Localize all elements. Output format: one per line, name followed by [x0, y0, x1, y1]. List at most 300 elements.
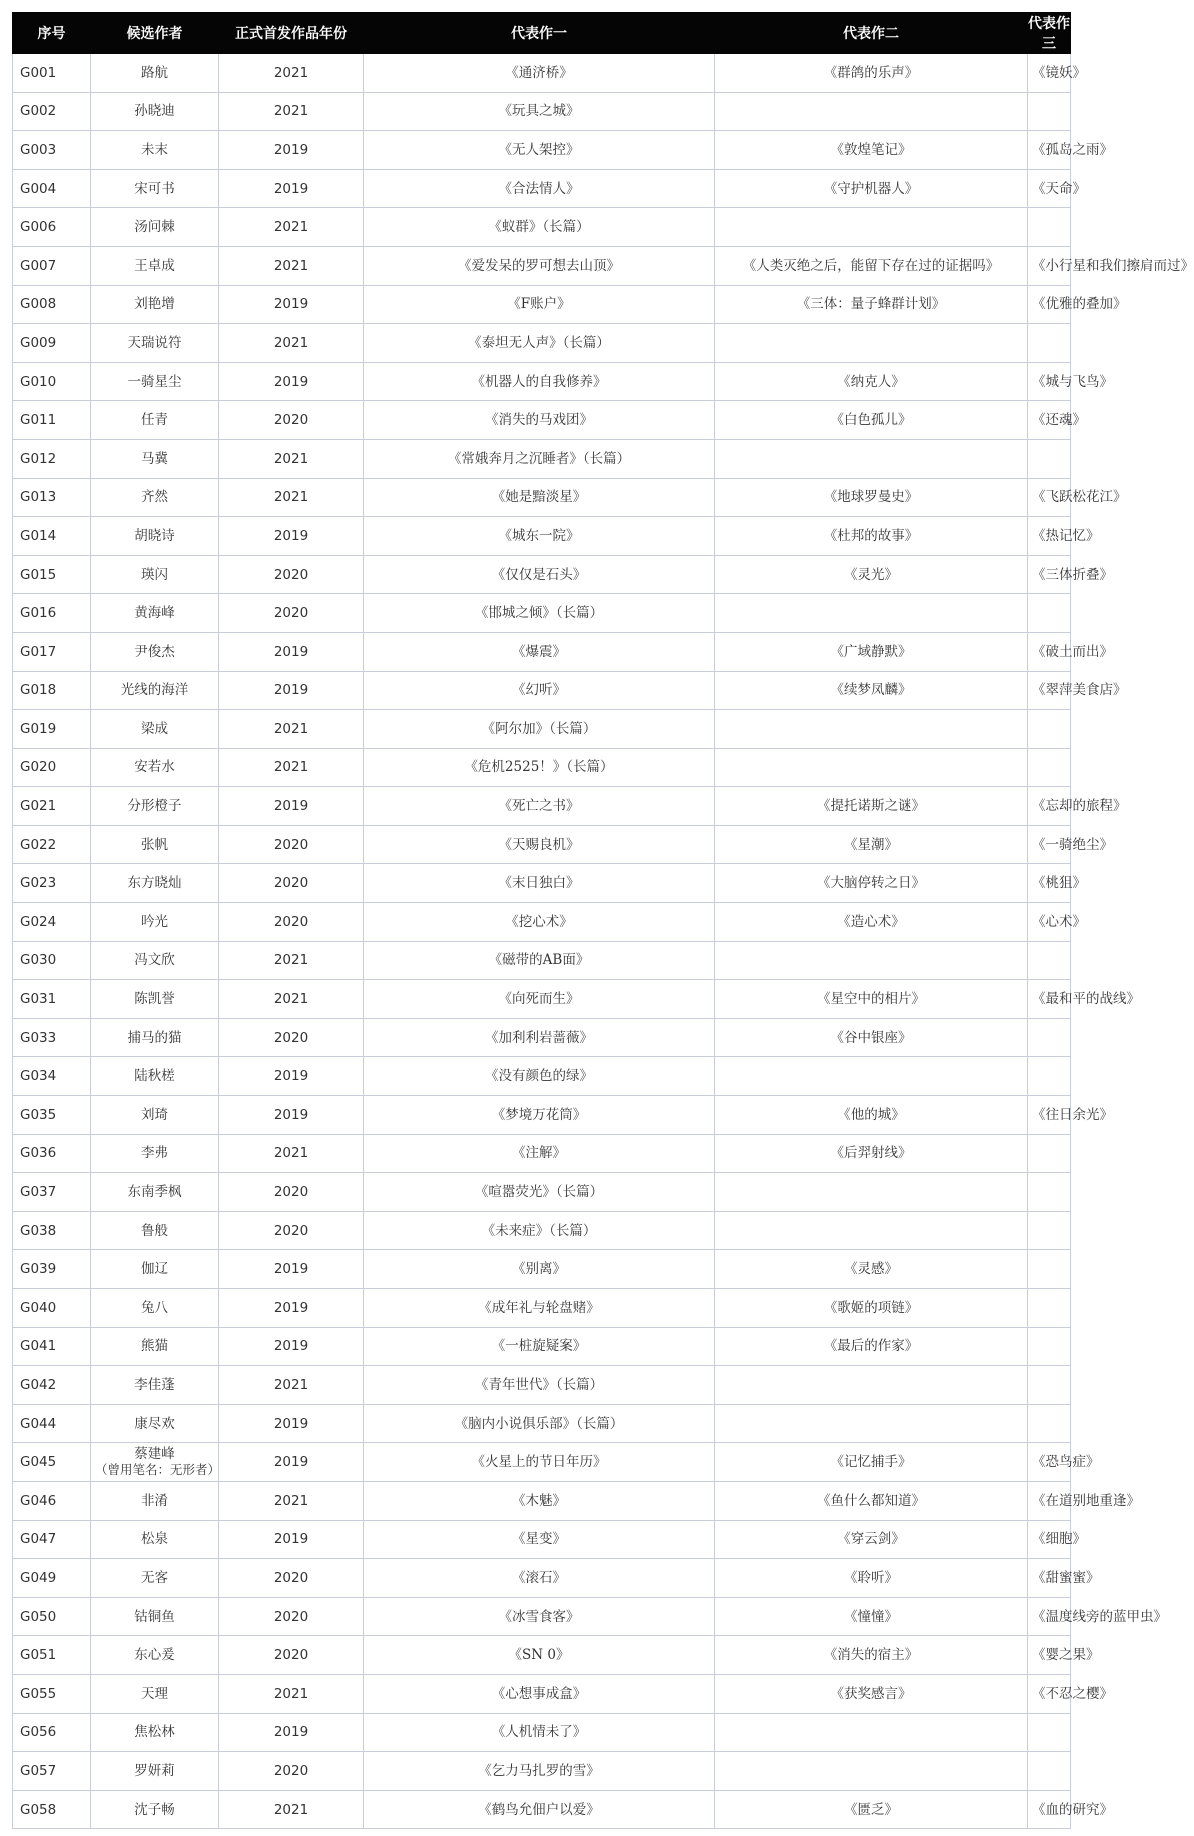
- id-cell: G050: [13, 1597, 91, 1636]
- candidate-authors-table: [12, 12, 1194, 1829]
- work1-cell: 《通济桥》: [364, 54, 715, 93]
- id-cell: G012: [13, 439, 91, 478]
- table-row: [13, 362, 1071, 401]
- year-cell: 2019: [219, 131, 364, 170]
- id-cell: G042: [13, 1366, 91, 1405]
- table-row: [13, 92, 1071, 131]
- work3-cell: [1028, 594, 1071, 633]
- work2-cell: 《群鸽的乐声》: [715, 54, 1028, 93]
- work1-cell: 《她是黯淡星》: [364, 478, 715, 517]
- author-cell: 陆秋槎: [91, 1057, 219, 1096]
- table-header-row: [13, 13, 1071, 54]
- author-cell: 路航: [91, 54, 219, 93]
- table-row: [13, 632, 1071, 671]
- work2-cell: 《最后的作家》: [715, 1327, 1028, 1366]
- work2-cell: [715, 594, 1028, 633]
- work3-cell: [1028, 1173, 1071, 1212]
- year-cell: 2019: [219, 671, 364, 710]
- table-row: [13, 1674, 1071, 1713]
- work3-cell: 《细胞》: [1028, 1520, 1071, 1559]
- work2-cell: 《他的城》: [715, 1096, 1028, 1135]
- table-row: [13, 825, 1071, 864]
- table-row: [13, 1713, 1071, 1752]
- candidate-table-container: [12, 12, 1194, 1829]
- author-cell: 王卓成: [91, 246, 219, 285]
- id-cell: G018: [13, 671, 91, 710]
- work1-cell: 《危机2525！》（长篇）: [364, 748, 715, 787]
- year-cell: 2019: [219, 1520, 364, 1559]
- year-cell: 2021: [219, 748, 364, 787]
- table-row: [13, 1752, 1071, 1791]
- work2-cell: 《广域静默》: [715, 632, 1028, 671]
- work1-cell: 《玩具之城》: [364, 92, 715, 131]
- work3-cell: 《还魂》: [1028, 401, 1071, 440]
- id-cell: G051: [13, 1636, 91, 1675]
- table-row: [13, 439, 1071, 478]
- work3-cell: 《飞跃松花江》: [1028, 478, 1071, 517]
- work1-cell: 《脑内小说俱乐部》（长篇）: [364, 1404, 715, 1443]
- id-cell: G017: [13, 632, 91, 671]
- table-row: [13, 748, 1071, 787]
- id-cell: G010: [13, 362, 91, 401]
- work3-cell: 《不忍之樱》: [1028, 1674, 1071, 1713]
- work2-cell: 《鱼什么都知道》: [715, 1481, 1028, 1520]
- author-cell: 一骑星尘: [91, 362, 219, 401]
- year-cell: 2021: [219, 1134, 364, 1173]
- year-cell: 2021: [219, 1366, 364, 1405]
- work2-cell: [715, 748, 1028, 787]
- author-cell: 焦松林: [91, 1713, 219, 1752]
- work1-cell: 《常娥奔月之沉睡者》（长篇）: [364, 439, 715, 478]
- work2-cell: [715, 941, 1028, 980]
- work3-cell: 《桃狙》: [1028, 864, 1071, 903]
- id-cell: G058: [13, 1790, 91, 1829]
- work3-cell: 《一骑绝尘》: [1028, 825, 1071, 864]
- work3-cell: 《镜妖》: [1028, 54, 1071, 93]
- work2-cell: [715, 1057, 1028, 1096]
- author-cell: 李佳蓬: [91, 1366, 219, 1405]
- author-cell: 任青: [91, 401, 219, 440]
- year-cell: 2021: [219, 1481, 364, 1520]
- year-cell: 2021: [219, 1790, 364, 1829]
- table-row: [13, 1404, 1071, 1443]
- table-row: [13, 1250, 1071, 1289]
- table-row: [13, 1173, 1071, 1212]
- year-cell: 2019: [219, 517, 364, 556]
- author-pen-name-note: （曾用笔名：无形者）: [95, 1462, 221, 1478]
- table-row: [13, 980, 1071, 1019]
- work2-cell: [715, 1211, 1028, 1250]
- table-row: [13, 903, 1071, 942]
- table-row: [13, 208, 1071, 247]
- year-cell: 2019: [219, 1096, 364, 1135]
- table-row: [13, 517, 1071, 556]
- work2-cell: [715, 439, 1028, 478]
- work3-cell: [1028, 1211, 1071, 1250]
- work3-cell: 《小行星和我们擦肩而过》: [1028, 246, 1071, 285]
- author-cell: 刘艳增: [91, 285, 219, 324]
- table-row: [13, 1096, 1071, 1135]
- work1-cell: 《人机情未了》: [364, 1713, 715, 1752]
- work3-cell: [1028, 1057, 1071, 1096]
- author-cell: 刘琦: [91, 1096, 219, 1135]
- table-row: [13, 941, 1071, 980]
- id-cell: G009: [13, 324, 91, 363]
- author-cell: 汤问棘: [91, 208, 219, 247]
- author-cell: 罗妍莉: [91, 1752, 219, 1791]
- author-cell: 张帆: [91, 825, 219, 864]
- work3-cell: [1028, 748, 1071, 787]
- work1-cell: 《邯城之倾》（长篇）: [364, 594, 715, 633]
- work3-cell: 《血的研究》: [1028, 1790, 1071, 1829]
- work1-cell: 《火星上的节日年历》: [364, 1443, 715, 1482]
- work1-cell: 《泰坦无人声》（长篇）: [364, 324, 715, 363]
- work1-cell: 《蚁群》（长篇）: [364, 208, 715, 247]
- work1-cell: 《滚石》: [364, 1559, 715, 1598]
- author-cell: 沈子畅: [91, 1790, 219, 1829]
- id-cell: G003: [13, 131, 91, 170]
- year-cell: 2020: [219, 1018, 364, 1057]
- author-name: 蔡建峰: [134, 1446, 175, 1463]
- id-cell: G035: [13, 1096, 91, 1135]
- header-work3: 代表作三: [1028, 13, 1071, 54]
- work1-cell: 《F账户》: [364, 285, 715, 324]
- work3-cell: 《翠萍美食店》: [1028, 671, 1071, 710]
- work3-cell: [1028, 1713, 1071, 1752]
- year-cell: 2020: [219, 1597, 364, 1636]
- year-cell: 2021: [219, 710, 364, 749]
- table-row: [13, 787, 1071, 826]
- author-cell: 马冀: [91, 439, 219, 478]
- work2-cell: 《地球罗曼史》: [715, 478, 1028, 517]
- table-row: [13, 1134, 1071, 1173]
- author-cell: 陈凯誉: [91, 980, 219, 1019]
- id-cell: G001: [13, 54, 91, 93]
- work1-cell: 《无人架控》: [364, 131, 715, 170]
- author-cell: 天理: [91, 1674, 219, 1713]
- id-cell: G020: [13, 748, 91, 787]
- author-cell: 黄海峰: [91, 594, 219, 633]
- work2-cell: 《星空中的相片》: [715, 980, 1028, 1019]
- year-cell: 2020: [219, 555, 364, 594]
- work2-cell: 《灵感》: [715, 1250, 1028, 1289]
- work3-cell: 《心术》: [1028, 903, 1071, 942]
- year-cell: 2019: [219, 1250, 364, 1289]
- work1-cell: 《木魅》: [364, 1481, 715, 1520]
- work2-cell: 《杜邦的故事》: [715, 517, 1028, 556]
- id-cell: G033: [13, 1018, 91, 1057]
- work1-cell: 《喧嚣荧光》（长篇）: [364, 1173, 715, 1212]
- id-cell: G036: [13, 1134, 91, 1173]
- work2-cell: 《提托诺斯之谜》: [715, 787, 1028, 826]
- id-cell: G023: [13, 864, 91, 903]
- table-row: [13, 555, 1071, 594]
- work2-cell: 《后羿射线》: [715, 1134, 1028, 1173]
- author-cell: 孙晓迪: [91, 92, 219, 131]
- author-cell: 捕马的猫: [91, 1018, 219, 1057]
- work3-cell: 《婴之果》: [1028, 1636, 1071, 1675]
- work1-cell: 《SN 0》: [364, 1636, 715, 1675]
- year-cell: 2020: [219, 1752, 364, 1791]
- work3-cell: 《甜蜜蜜》: [1028, 1559, 1071, 1598]
- work1-cell: 《青年世代》（长篇）: [364, 1366, 715, 1405]
- table-row: [13, 169, 1071, 208]
- table-row: [13, 594, 1071, 633]
- year-cell: 2019: [219, 1713, 364, 1752]
- year-cell: 2021: [219, 92, 364, 131]
- work1-cell: 《机器人的自我修养》: [364, 362, 715, 401]
- id-cell: G049: [13, 1559, 91, 1598]
- work3-cell: 《恐鸟症》: [1028, 1443, 1071, 1482]
- table-row: [13, 478, 1071, 517]
- header-work2: 代表作二: [715, 13, 1028, 54]
- work1-cell: 《星变》: [364, 1520, 715, 1559]
- id-cell: G019: [13, 710, 91, 749]
- table-row: [13, 710, 1071, 749]
- year-cell: 2019: [219, 787, 364, 826]
- id-cell: G045: [13, 1443, 91, 1482]
- year-cell: 2020: [219, 1211, 364, 1250]
- work3-cell: [1028, 1327, 1071, 1366]
- work2-cell: [715, 1713, 1028, 1752]
- author-cell: 东方晓灿: [91, 864, 219, 903]
- work1-cell: 《加利利岩蔷薇》: [364, 1018, 715, 1057]
- work1-cell: 《成年礼与轮盘赌》: [364, 1289, 715, 1328]
- work2-cell: 《大脑停转之日》: [715, 864, 1028, 903]
- work1-cell: 《天赐良机》: [364, 825, 715, 864]
- year-cell: 2021: [219, 208, 364, 247]
- work3-cell: [1028, 1752, 1071, 1791]
- year-cell: 2021: [219, 980, 364, 1019]
- id-cell: G038: [13, 1211, 91, 1250]
- author-cell: 宋可书: [91, 169, 219, 208]
- work2-cell: 《谷中银座》: [715, 1018, 1028, 1057]
- work2-cell: 《纳克人》: [715, 362, 1028, 401]
- work2-cell: 《歌姬的项链》: [715, 1289, 1028, 1328]
- id-cell: G056: [13, 1713, 91, 1752]
- year-cell: 2020: [219, 1636, 364, 1675]
- year-cell: 2019: [219, 1404, 364, 1443]
- work3-cell: 《忘却的旅程》: [1028, 787, 1071, 826]
- work3-cell: 《孤岛之雨》: [1028, 131, 1071, 170]
- id-cell: G024: [13, 903, 91, 942]
- work3-cell: 《在道别地重逢》: [1028, 1481, 1071, 1520]
- id-cell: G030: [13, 941, 91, 980]
- work3-cell: [1028, 208, 1071, 247]
- work2-cell: [715, 208, 1028, 247]
- year-cell: 2019: [219, 285, 364, 324]
- work1-cell: 《磁带的AB面》: [364, 941, 715, 980]
- work2-cell: 《续梦凤麟》: [715, 671, 1028, 710]
- work3-cell: 《最和平的战线》: [1028, 980, 1071, 1019]
- table-row: [13, 401, 1071, 440]
- table-row: [13, 1520, 1071, 1559]
- year-cell: 2020: [219, 864, 364, 903]
- work2-cell: 《匮乏》: [715, 1790, 1028, 1829]
- table-row: [13, 1018, 1071, 1057]
- year-cell: 2021: [219, 478, 364, 517]
- work3-cell: 《三体折叠》: [1028, 555, 1071, 594]
- work3-cell: 《优雅的叠加》: [1028, 285, 1071, 324]
- id-cell: G047: [13, 1520, 91, 1559]
- work3-cell: [1028, 439, 1071, 478]
- table-row: [13, 671, 1071, 710]
- id-cell: G055: [13, 1674, 91, 1713]
- work2-cell: 《守护机器人》: [715, 169, 1028, 208]
- id-cell: G034: [13, 1057, 91, 1096]
- year-cell: 2020: [219, 594, 364, 633]
- table-row: [13, 864, 1071, 903]
- year-cell: 2020: [219, 825, 364, 864]
- year-cell: 2020: [219, 1173, 364, 1212]
- work1-cell: 《阿尔加》（长篇）: [364, 710, 715, 749]
- author-cell: 胡晓诗: [91, 517, 219, 556]
- id-cell: G039: [13, 1250, 91, 1289]
- table-row: [13, 285, 1071, 324]
- author-cell: 鲁般: [91, 1211, 219, 1250]
- id-cell: G057: [13, 1752, 91, 1791]
- author-cell: 梁成: [91, 710, 219, 749]
- year-cell: 2021: [219, 1674, 364, 1713]
- author-cell: 分形橙子: [91, 787, 219, 826]
- id-cell: G007: [13, 246, 91, 285]
- work2-cell: 《穿云剑》: [715, 1520, 1028, 1559]
- work1-cell: 《死亡之书》: [364, 787, 715, 826]
- author-cell: 东心爰: [91, 1636, 219, 1675]
- author-cell: 熊猫: [91, 1327, 219, 1366]
- table-row: [13, 1366, 1071, 1405]
- work1-cell: 《合法情人》: [364, 169, 715, 208]
- author-cell: 尹俊杰: [91, 632, 219, 671]
- table-row: [13, 1597, 1071, 1636]
- year-cell: 2019: [219, 1327, 364, 1366]
- year-cell: 2021: [219, 439, 364, 478]
- work2-cell: 《消失的宿主》: [715, 1636, 1028, 1675]
- author-cell: 光线的海洋: [91, 671, 219, 710]
- id-cell: G044: [13, 1404, 91, 1443]
- work1-cell: 《梦境万花筒》: [364, 1096, 715, 1135]
- author-cell: 齐然: [91, 478, 219, 517]
- work2-cell: 《人类灭绝之后，能留下存在过的证据吗》: [715, 246, 1028, 285]
- work2-cell: 《敦煌笔记》: [715, 131, 1028, 170]
- year-cell: 2021: [219, 246, 364, 285]
- table-row: [13, 1327, 1071, 1366]
- work1-cell: 《幻听》: [364, 671, 715, 710]
- year-cell: 2019: [219, 362, 364, 401]
- work1-cell: 《仅仅是石头》: [364, 555, 715, 594]
- work1-cell: 《爆震》: [364, 632, 715, 671]
- work2-cell: [715, 1173, 1028, 1212]
- table-row: [13, 1636, 1071, 1675]
- id-cell: G002: [13, 92, 91, 131]
- author-cell: 松泉: [91, 1520, 219, 1559]
- id-cell: G022: [13, 825, 91, 864]
- year-cell: 2020: [219, 401, 364, 440]
- work1-cell: 《没有颜色的绿》: [364, 1057, 715, 1096]
- work2-cell: [715, 1752, 1028, 1791]
- table-row: [13, 246, 1071, 285]
- work1-cell: 《城东一院》: [364, 517, 715, 556]
- work2-cell: 《白色孤儿》: [715, 401, 1028, 440]
- work3-cell: 《破土而出》: [1028, 632, 1071, 671]
- work3-cell: [1028, 1289, 1071, 1328]
- table-row: [13, 1289, 1071, 1328]
- author-cell: 天瑞说符: [91, 324, 219, 363]
- id-cell: G015: [13, 555, 91, 594]
- id-cell: G021: [13, 787, 91, 826]
- work2-cell: 《聆听》: [715, 1559, 1028, 1598]
- id-cell: G041: [13, 1327, 91, 1366]
- year-cell: 2021: [219, 54, 364, 93]
- id-cell: G011: [13, 401, 91, 440]
- table-row: [13, 1211, 1071, 1250]
- work1-cell: 《末日独白》: [364, 864, 715, 903]
- work3-cell: [1028, 710, 1071, 749]
- table-row: [13, 1443, 1071, 1482]
- author-cell: 安若水: [91, 748, 219, 787]
- work1-cell: 《乞力马扎罗的雪》: [364, 1752, 715, 1791]
- work2-cell: 《灵光》: [715, 555, 1028, 594]
- author-cell: 李弗: [91, 1134, 219, 1173]
- work2-cell: [715, 710, 1028, 749]
- work1-cell: 《未来症》（长篇）: [364, 1211, 715, 1250]
- work2-cell: [715, 1366, 1028, 1405]
- work3-cell: [1028, 1250, 1071, 1289]
- work2-cell: 《星潮》: [715, 825, 1028, 864]
- table-row: [13, 1790, 1071, 1829]
- work3-cell: [1028, 1366, 1071, 1405]
- id-cell: G037: [13, 1173, 91, 1212]
- author-cell: 兔八: [91, 1289, 219, 1328]
- id-cell: G016: [13, 594, 91, 633]
- table-row: [13, 54, 1071, 93]
- id-cell: G013: [13, 478, 91, 517]
- year-cell: 2019: [219, 1443, 364, 1482]
- work1-cell: 《一桩旋疑案》: [364, 1327, 715, 1366]
- author-cell: 非淆: [91, 1481, 219, 1520]
- work3-cell: [1028, 324, 1071, 363]
- table-row: [13, 324, 1071, 363]
- year-cell: 2020: [219, 903, 364, 942]
- id-cell: G004: [13, 169, 91, 208]
- work2-cell: [715, 324, 1028, 363]
- author-cell: 康尽欢: [91, 1404, 219, 1443]
- year-cell: 2020: [219, 1559, 364, 1598]
- work1-cell: 《爱发呆的罗可想去山顶》: [364, 246, 715, 285]
- work1-cell: 《心想事成盒》: [364, 1674, 715, 1713]
- header-author: 候选作者: [91, 13, 219, 54]
- year-cell: 2019: [219, 169, 364, 208]
- work3-cell: 《天命》: [1028, 169, 1071, 208]
- table-row: [13, 1559, 1071, 1598]
- work3-cell: 《热记忆》: [1028, 517, 1071, 556]
- work1-cell: 《鹤鸟允佃户以爱》: [364, 1790, 715, 1829]
- header-id: 序号: [13, 13, 91, 54]
- year-cell: 2021: [219, 941, 364, 980]
- author-cell: 无客: [91, 1559, 219, 1598]
- work2-cell: [715, 1404, 1028, 1443]
- author-cell: 吟光: [91, 903, 219, 942]
- work1-cell: 《别离》: [364, 1250, 715, 1289]
- work3-cell: [1028, 941, 1071, 980]
- work2-cell: 《造心术》: [715, 903, 1028, 942]
- work1-cell: 《挖心术》: [364, 903, 715, 942]
- author-cell: 伽辽: [91, 1250, 219, 1289]
- work2-cell: [715, 92, 1028, 131]
- work3-cell: 《往日余光》: [1028, 1096, 1071, 1135]
- author-cell: 瑛闪: [91, 555, 219, 594]
- work3-cell: [1028, 1018, 1071, 1057]
